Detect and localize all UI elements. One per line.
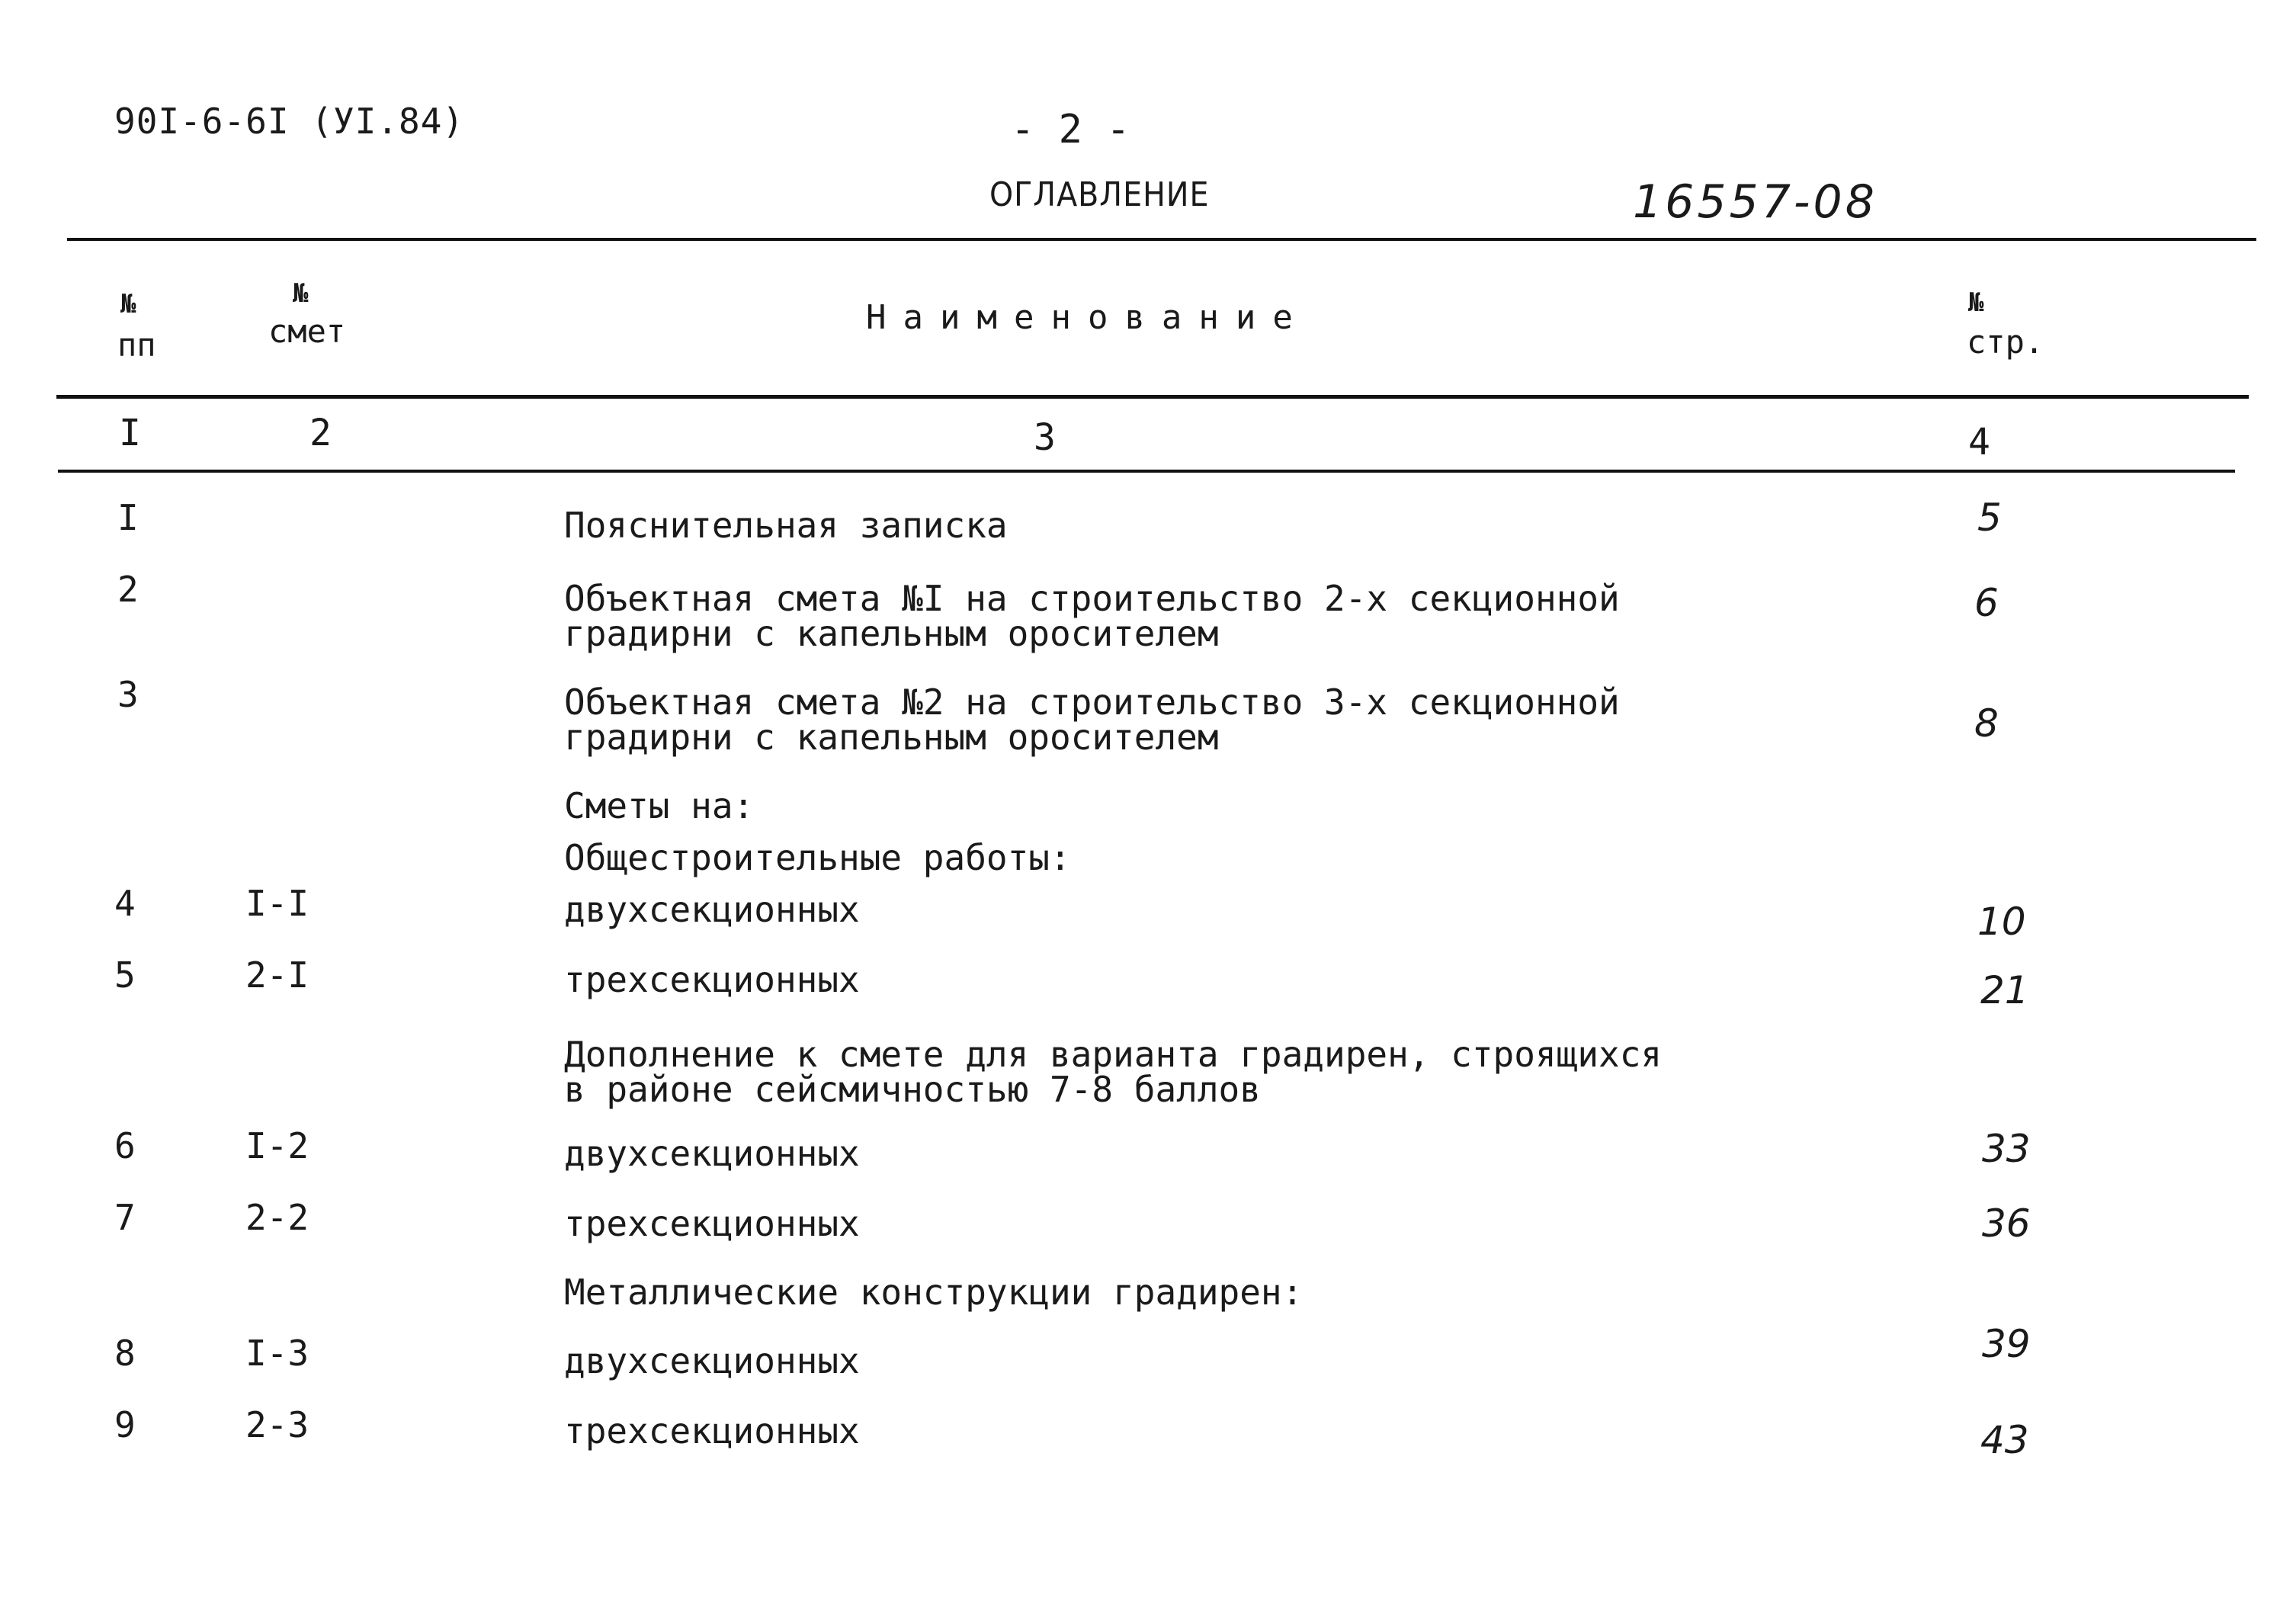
row-2-num: 2	[117, 569, 139, 610]
page-title: ОГЛАВЛЕНИЕ	[989, 175, 1210, 214]
row-7-page: 36	[1982, 1201, 2031, 1246]
row-7-estimate: 2-2	[245, 1197, 309, 1238]
row-1-num: I	[117, 497, 139, 538]
row-4-page: 10	[1977, 900, 2026, 944]
row-4-num: 4	[114, 883, 136, 924]
row-3-title-line-2: градирни с капельным оросителем	[564, 717, 1219, 758]
document-code: 90I-6-6I (УI.84)	[114, 101, 465, 142]
row-8-estimate: I-3	[245, 1333, 309, 1374]
section-estimates-heading: Сметы на:	[564, 785, 755, 826]
row-6-page: 33	[1982, 1127, 2031, 1171]
row-6-num: 6	[114, 1125, 136, 1166]
col-number-2: 2	[309, 412, 332, 454]
row-8-title: двухсекционных	[564, 1340, 860, 1381]
row-9-estimate: 2-3	[245, 1404, 309, 1445]
page-number: - 2 -	[1011, 107, 1130, 152]
header-rule	[56, 395, 2249, 399]
col-num-label-top: №	[120, 289, 136, 319]
row-7-num: 7	[114, 1197, 136, 1238]
row-3-title-line-1: Объектная смета №2 на строительство 3-х секционной	[564, 682, 1620, 723]
row-4-estimate: I-I	[245, 883, 309, 924]
row-5-estimate: 2-I	[245, 954, 309, 996]
row-6-title: двухсекционных	[564, 1133, 860, 1174]
row-5-page: 21	[1980, 968, 2029, 1012]
top-rule	[67, 238, 2256, 241]
row-3-page: 8	[1974, 701, 1999, 746]
row-3-num: 3	[117, 674, 139, 715]
row-6-estimate: I-2	[245, 1125, 309, 1166]
row-9-page: 43	[1980, 1418, 2029, 1462]
col-page-label-top: №	[1968, 287, 1984, 318]
row-5-title: трехсекционных	[564, 959, 860, 1000]
row-5-num: 5	[114, 954, 136, 996]
row-1-title: Пояснительная записка	[564, 505, 1008, 546]
row-2-title-line-2: градирни с капельным оросителем	[564, 613, 1219, 654]
col-name-label: Наименование	[866, 298, 1310, 337]
col-number-4: 4	[1968, 421, 1990, 464]
section-general-works-heading: Общестроительные работы:	[564, 837, 1071, 878]
row-9-num: 9	[114, 1404, 136, 1445]
column-numbers-rule	[58, 470, 2235, 473]
col-num-label-bottom: пп	[117, 326, 156, 364]
row-9-title: трехсекционных	[564, 1410, 860, 1452]
row-4-title: двухсекционных	[564, 889, 860, 930]
col-estimate-label-bottom: смет	[268, 313, 346, 350]
seismic-addition-line-2: в районе сейсмичностью 7-8 баллов	[564, 1069, 1261, 1110]
row-8-page: 39	[1982, 1322, 2031, 1366]
inventory-stamp: 16557-08	[1633, 175, 1878, 229]
section-metal-structures-heading: Металлические конструкции градирен:	[564, 1272, 1304, 1313]
col-number-3: 3	[1034, 416, 1056, 459]
seismic-addition-line-1: Дополнение к смете для варианта градирен, строящихся	[564, 1034, 1663, 1075]
row-2-page: 6	[1974, 581, 1999, 625]
col-estimate-label-top: №	[293, 278, 309, 309]
col-number-1: I	[119, 412, 141, 454]
row-8-num: 8	[114, 1333, 136, 1374]
row-7-title: трехсекционных	[564, 1203, 860, 1244]
col-page-label-bottom: стр.	[1967, 323, 2044, 361]
row-2-title-line-1: Объектная смета №I на строительство 2-х секционной	[564, 578, 1620, 619]
row-1-page: 5	[1977, 496, 2002, 540]
